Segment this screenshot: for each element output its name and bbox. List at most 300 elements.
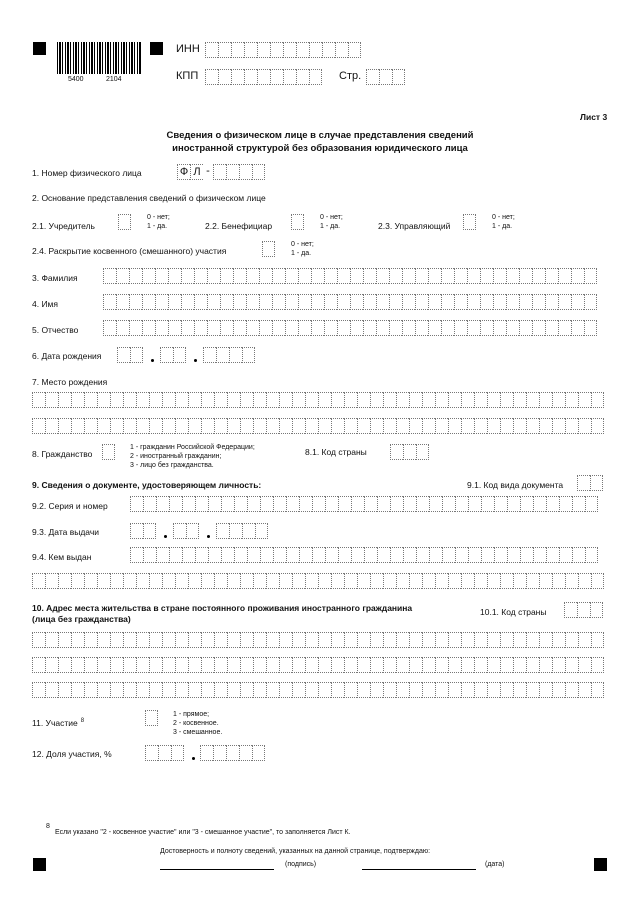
- input-cell[interactable]: [71, 418, 84, 434]
- input-cell[interactable]: [175, 392, 188, 408]
- input-cell[interactable]: [291, 214, 304, 230]
- input-cell[interactable]: [156, 547, 169, 563]
- input-cell[interactable]: [129, 320, 142, 336]
- input-cell[interactable]: [214, 573, 227, 589]
- input-cell[interactable]: [175, 657, 188, 673]
- input-cell[interactable]: [481, 547, 494, 563]
- input-cell[interactable]: [227, 657, 240, 673]
- input-cell[interactable]: [402, 268, 415, 284]
- input-cell[interactable]: [370, 418, 383, 434]
- input-cell[interactable]: [227, 418, 240, 434]
- input-cell[interactable]: [376, 268, 389, 284]
- input-cell[interactable]: [565, 392, 578, 408]
- input-cell[interactable]: [344, 392, 357, 408]
- input-cell[interactable]: [266, 657, 279, 673]
- input-cell[interactable]: [416, 496, 429, 512]
- input-cell[interactable]: [272, 268, 285, 284]
- input-cell[interactable]: [298, 320, 311, 336]
- input-cell[interactable]: [188, 657, 201, 673]
- input-cell[interactable]: [448, 682, 461, 698]
- input-cell[interactable]: [292, 573, 305, 589]
- input-cell[interactable]: [402, 294, 415, 310]
- birth-day-field[interactable]: [117, 347, 143, 363]
- input-cell[interactable]: [559, 547, 572, 563]
- input-cell[interactable]: [480, 268, 493, 284]
- input-cell[interactable]: [324, 294, 337, 310]
- input-cell[interactable]: [331, 418, 344, 434]
- input-cell[interactable]: [500, 573, 513, 589]
- input-cell[interactable]: [590, 602, 603, 618]
- input-cell[interactable]: [182, 496, 195, 512]
- input-cell[interactable]: [585, 547, 598, 563]
- input-cell[interactable]: [448, 632, 461, 648]
- address-row-1[interactable]: [32, 632, 604, 648]
- input-cell[interactable]: [350, 268, 363, 284]
- input-cell[interactable]: [97, 632, 110, 648]
- input-cell[interactable]: [233, 294, 246, 310]
- input-cell[interactable]: [403, 547, 416, 563]
- input-cell[interactable]: [422, 657, 435, 673]
- input-cell[interactable]: [435, 573, 448, 589]
- input-cell[interactable]: [474, 632, 487, 648]
- input-cell[interactable]: [299, 547, 312, 563]
- input-cell[interactable]: [240, 632, 253, 648]
- input-cell[interactable]: [591, 392, 604, 408]
- input-cell[interactable]: [285, 294, 298, 310]
- input-cell[interactable]: [474, 418, 487, 434]
- page-number-field[interactable]: [366, 69, 405, 85]
- input-cell[interactable]: [506, 320, 519, 336]
- input-cell[interactable]: [331, 682, 344, 698]
- input-cell[interactable]: [123, 573, 136, 589]
- input-cell[interactable]: [123, 682, 136, 698]
- input-cell[interactable]: [500, 392, 513, 408]
- input-cell[interactable]: [162, 392, 175, 408]
- input-cell[interactable]: [390, 547, 403, 563]
- input-cell[interactable]: [246, 268, 259, 284]
- input-cell[interactable]: [260, 496, 273, 512]
- input-cell[interactable]: [389, 268, 402, 284]
- input-cell[interactable]: [578, 392, 591, 408]
- input-cell[interactable]: [201, 418, 214, 434]
- person-number-field[interactable]: [177, 164, 265, 180]
- input-cell[interactable]: [463, 214, 476, 230]
- address-country-code-field[interactable]: [564, 602, 603, 618]
- input-cell[interactable]: [32, 418, 45, 434]
- input-cell[interactable]: [285, 268, 298, 284]
- input-cell[interactable]: [213, 745, 226, 761]
- input-cell[interactable]: [324, 268, 337, 284]
- input-cell[interactable]: [565, 573, 578, 589]
- input-cell[interactable]: [422, 682, 435, 698]
- input-cell[interactable]: [322, 42, 335, 58]
- input-cell[interactable]: [526, 392, 539, 408]
- input-cell[interactable]: [110, 392, 123, 408]
- input-cell[interactable]: [103, 294, 116, 310]
- input-cell[interactable]: [325, 496, 338, 512]
- input-cell[interactable]: [266, 632, 279, 648]
- input-cell[interactable]: [201, 657, 214, 673]
- input-cell[interactable]: [506, 268, 519, 284]
- input-cell[interactable]: [253, 573, 266, 589]
- input-cell[interactable]: [435, 682, 448, 698]
- input-cell[interactable]: [292, 657, 305, 673]
- input-cell[interactable]: [546, 547, 559, 563]
- input-cell[interactable]: [591, 418, 604, 434]
- input-cell[interactable]: [467, 268, 480, 284]
- input-cell[interactable]: [351, 496, 364, 512]
- signature-line[interactable]: [160, 869, 274, 870]
- input-cell[interactable]: [370, 682, 383, 698]
- input-cell[interactable]: [312, 496, 325, 512]
- input-cell[interactable]: [45, 418, 58, 434]
- input-cell[interactable]: [357, 657, 370, 673]
- input-cell[interactable]: [357, 573, 370, 589]
- input-cell[interactable]: [270, 42, 283, 58]
- input-cell[interactable]: [584, 320, 597, 336]
- input-cell[interactable]: [84, 657, 97, 673]
- input-cell[interactable]: [229, 523, 242, 539]
- input-cell[interactable]: [383, 632, 396, 648]
- input-cell[interactable]: [188, 418, 201, 434]
- input-cell[interactable]: [441, 294, 454, 310]
- input-cell[interactable]: [454, 294, 467, 310]
- input-cell[interactable]: [123, 632, 136, 648]
- input-cell[interactable]: [142, 294, 155, 310]
- input-cell[interactable]: [572, 496, 585, 512]
- input-cell[interactable]: [396, 682, 409, 698]
- input-cell[interactable]: [116, 294, 129, 310]
- input-cell[interactable]: [231, 42, 244, 58]
- input-cell[interactable]: [162, 682, 175, 698]
- input-cell[interactable]: [255, 523, 268, 539]
- input-cell[interactable]: [45, 392, 58, 408]
- input-cell[interactable]: [71, 573, 84, 589]
- input-cell[interactable]: [539, 392, 552, 408]
- inn-field[interactable]: [205, 42, 361, 58]
- input-cell[interactable]: [552, 418, 565, 434]
- doc-type-field[interactable]: [577, 475, 603, 491]
- input-cell[interactable]: [279, 682, 292, 698]
- input-cell[interactable]: [312, 547, 325, 563]
- input-cell[interactable]: [480, 294, 493, 310]
- input-cell[interactable]: [259, 320, 272, 336]
- input-cell[interactable]: [58, 573, 71, 589]
- input-cell[interactable]: [532, 320, 545, 336]
- input-cell[interactable]: [442, 547, 455, 563]
- indirect-field[interactable]: [262, 241, 275, 257]
- share-integer-field[interactable]: [145, 745, 184, 761]
- input-cell[interactable]: [158, 745, 171, 761]
- input-cell[interactable]: [240, 682, 253, 698]
- issue-month-field[interactable]: [173, 523, 199, 539]
- input-cell[interactable]: [493, 320, 506, 336]
- input-cell[interactable]: [231, 69, 244, 85]
- input-cell[interactable]: [396, 632, 409, 648]
- input-cell[interactable]: [175, 418, 188, 434]
- input-cell[interactable]: [454, 268, 467, 284]
- input-cell[interactable]: [175, 682, 188, 698]
- input-cell[interactable]: [149, 573, 162, 589]
- input-cell[interactable]: [244, 69, 257, 85]
- input-cell[interactable]: [286, 496, 299, 512]
- input-cell[interactable]: [533, 496, 546, 512]
- input-cell[interactable]: [455, 496, 468, 512]
- input-cell[interactable]: [130, 496, 143, 512]
- input-cell[interactable]: [416, 444, 429, 460]
- input-cell[interactable]: [220, 294, 233, 310]
- input-cell[interactable]: [123, 418, 136, 434]
- input-cell[interactable]: [84, 392, 97, 408]
- input-cell[interactable]: [526, 632, 539, 648]
- input-cell[interactable]: [467, 294, 480, 310]
- input-cell[interactable]: [247, 547, 260, 563]
- input-cell[interactable]: [136, 632, 149, 648]
- input-cell[interactable]: [116, 320, 129, 336]
- input-cell[interactable]: [156, 496, 169, 512]
- input-cell[interactable]: [285, 320, 298, 336]
- input-cell[interactable]: [376, 320, 389, 336]
- input-cell[interactable]: [409, 632, 422, 648]
- input-cell[interactable]: [578, 418, 591, 434]
- input-cell[interactable]: [259, 294, 272, 310]
- input-cell[interactable]: [370, 573, 383, 589]
- input-cell[interactable]: [571, 320, 584, 336]
- surname-field[interactable]: [103, 268, 597, 284]
- input-cell[interactable]: [441, 268, 454, 284]
- issue-year-field[interactable]: [216, 523, 268, 539]
- input-cell[interactable]: [539, 418, 552, 434]
- input-cell[interactable]: [409, 418, 422, 434]
- input-cell[interactable]: [545, 294, 558, 310]
- founder-field[interactable]: [118, 214, 131, 230]
- input-cell[interactable]: [364, 547, 377, 563]
- input-cell[interactable]: [149, 418, 162, 434]
- input-cell[interactable]: [448, 418, 461, 434]
- input-cell[interactable]: [335, 42, 348, 58]
- input-cell[interactable]: [168, 268, 181, 284]
- input-cell[interactable]: [266, 573, 279, 589]
- input-cell[interactable]: [383, 657, 396, 673]
- input-cell[interactable]: [136, 573, 149, 589]
- birth-year-field[interactable]: [203, 347, 255, 363]
- input-cell[interactable]: [173, 523, 186, 539]
- manager-field[interactable]: [463, 214, 476, 230]
- input-cell[interactable]: [218, 69, 231, 85]
- input-cell[interactable]: [337, 268, 350, 284]
- input-cell[interactable]: [130, 547, 143, 563]
- input-cell[interactable]: [571, 268, 584, 284]
- input-cell[interactable]: [305, 392, 318, 408]
- input-cell[interactable]: [246, 294, 259, 310]
- input-cell[interactable]: [240, 418, 253, 434]
- input-cell[interactable]: [110, 682, 123, 698]
- input-cell[interactable]: [422, 573, 435, 589]
- input-cell[interactable]: [110, 632, 123, 648]
- input-cell[interactable]: [552, 392, 565, 408]
- input-cell[interactable]: [195, 547, 208, 563]
- input-cell[interactable]: [468, 496, 481, 512]
- input-cell[interactable]: [205, 69, 218, 85]
- input-cell[interactable]: [429, 496, 442, 512]
- input-cell[interactable]: [331, 573, 344, 589]
- input-cell[interactable]: [513, 392, 526, 408]
- input-cell[interactable]: [500, 632, 513, 648]
- issue-day-field[interactable]: [130, 523, 156, 539]
- input-cell[interactable]: [571, 294, 584, 310]
- input-cell[interactable]: [558, 320, 571, 336]
- input-cell[interactable]: [123, 392, 136, 408]
- input-cell[interactable]: [239, 745, 252, 761]
- input-cell[interactable]: [454, 320, 467, 336]
- input-cell[interactable]: [519, 294, 532, 310]
- input-cell[interactable]: [590, 475, 603, 491]
- input-cell[interactable]: [253, 657, 266, 673]
- input-cell[interactable]: [539, 573, 552, 589]
- input-cell[interactable]: [533, 547, 546, 563]
- input-cell[interactable]: [448, 573, 461, 589]
- input-cell[interactable]: [442, 496, 455, 512]
- input-cell[interactable]: [227, 392, 240, 408]
- input-cell[interactable]: [45, 682, 58, 698]
- input-cell[interactable]: [494, 496, 507, 512]
- input-cell[interactable]: [201, 632, 214, 648]
- input-cell[interactable]: [252, 745, 265, 761]
- input-cell[interactable]: [296, 69, 309, 85]
- input-cell[interactable]: [422, 392, 435, 408]
- input-cell[interactable]: [155, 294, 168, 310]
- address-row-2[interactable]: [32, 657, 604, 673]
- input-cell[interactable]: [103, 320, 116, 336]
- input-cell[interactable]: [584, 268, 597, 284]
- input-cell[interactable]: [117, 347, 130, 363]
- input-cell[interactable]: [292, 392, 305, 408]
- birth-month-field[interactable]: [160, 347, 186, 363]
- input-cell[interactable]: [383, 392, 396, 408]
- participation-field[interactable]: [145, 710, 158, 726]
- beneficiary-field[interactable]: [291, 214, 304, 230]
- input-cell[interactable]: [233, 268, 246, 284]
- input-cell[interactable]: [396, 573, 409, 589]
- input-cell[interactable]: [201, 682, 214, 698]
- input-cell[interactable]: [97, 418, 110, 434]
- input-cell[interactable]: [84, 418, 97, 434]
- input-cell[interactable]: [558, 268, 571, 284]
- input-cell[interactable]: [351, 547, 364, 563]
- input-cell[interactable]: [169, 547, 182, 563]
- input-cell[interactable]: [461, 418, 474, 434]
- input-cell[interactable]: [480, 320, 493, 336]
- input-cell[interactable]: [572, 547, 585, 563]
- input-cell[interactable]: [253, 392, 266, 408]
- input-cell[interactable]: [286, 547, 299, 563]
- input-cell[interactable]: [136, 682, 149, 698]
- input-cell[interactable]: [110, 657, 123, 673]
- input-cell[interactable]: [58, 657, 71, 673]
- input-cell[interactable]: [513, 632, 526, 648]
- input-cell[interactable]: [220, 320, 233, 336]
- input-cell[interactable]: [311, 294, 324, 310]
- input-cell[interactable]: [376, 294, 389, 310]
- input-cell[interactable]: [234, 547, 247, 563]
- input-cell[interactable]: [578, 682, 591, 698]
- input-cell[interactable]: [102, 444, 115, 460]
- input-cell[interactable]: [182, 547, 195, 563]
- input-cell[interactable]: [272, 294, 285, 310]
- input-cell[interactable]: [331, 392, 344, 408]
- input-cell[interactable]: [565, 418, 578, 434]
- patronymic-field[interactable]: [103, 320, 597, 336]
- input-cell[interactable]: [162, 418, 175, 434]
- input-cell[interactable]: [305, 573, 318, 589]
- input-cell[interactable]: [84, 573, 97, 589]
- input-cell[interactable]: [390, 496, 403, 512]
- input-cell[interactable]: [207, 268, 220, 284]
- input-cell[interactable]: [58, 418, 71, 434]
- input-cell[interactable]: [513, 573, 526, 589]
- input-cell[interactable]: [526, 682, 539, 698]
- input-cell[interactable]: [591, 632, 604, 648]
- input-cell[interactable]: [493, 268, 506, 284]
- input-cell[interactable]: [344, 573, 357, 589]
- input-cell[interactable]: [262, 241, 275, 257]
- input-cell[interactable]: [246, 320, 259, 336]
- input-cell[interactable]: [201, 392, 214, 408]
- input-cell[interactable]: [266, 682, 279, 698]
- input-cell[interactable]: [318, 682, 331, 698]
- input-cell[interactable]: [233, 320, 246, 336]
- input-cell[interactable]: [318, 573, 331, 589]
- input-cell[interactable]: [577, 475, 590, 491]
- input-cell[interactable]: [181, 268, 194, 284]
- issued-by-row-1[interactable]: [130, 547, 598, 563]
- input-cell[interactable]: [305, 682, 318, 698]
- input-cell[interactable]: [32, 632, 45, 648]
- input-cell[interactable]: [257, 69, 270, 85]
- input-cell[interactable]: [169, 496, 182, 512]
- input-cell[interactable]: [370, 632, 383, 648]
- input-cell[interactable]: [226, 745, 239, 761]
- input-cell[interactable]: [136, 418, 149, 434]
- input-cell[interactable]: [422, 632, 435, 648]
- input-cell[interactable]: [357, 682, 370, 698]
- input-cell[interactable]: [513, 682, 526, 698]
- input-cell[interactable]: [402, 320, 415, 336]
- input-cell[interactable]: [422, 418, 435, 434]
- input-cell[interactable]: [149, 392, 162, 408]
- input-cell[interactable]: [216, 347, 229, 363]
- input-cell[interactable]: [149, 682, 162, 698]
- input-cell[interactable]: [32, 682, 45, 698]
- input-cell[interactable]: [389, 320, 402, 336]
- birthplace-row-1[interactable]: [32, 392, 604, 408]
- input-cell[interactable]: [200, 745, 213, 761]
- input-cell[interactable]: [273, 496, 286, 512]
- input-cell[interactable]: [194, 320, 207, 336]
- input-cell[interactable]: [487, 418, 500, 434]
- input-cell[interactable]: [494, 547, 507, 563]
- input-cell[interactable]: [344, 632, 357, 648]
- input-cell[interactable]: [142, 320, 155, 336]
- input-cell[interactable]: [247, 496, 260, 512]
- input-cell[interactable]: [218, 42, 231, 58]
- input-cell[interactable]: [292, 418, 305, 434]
- input-cell[interactable]: [260, 547, 273, 563]
- input-cell[interactable]: [429, 547, 442, 563]
- input-cell[interactable]: [474, 682, 487, 698]
- input-cell[interactable]: [552, 573, 565, 589]
- input-cell[interactable]: [305, 632, 318, 648]
